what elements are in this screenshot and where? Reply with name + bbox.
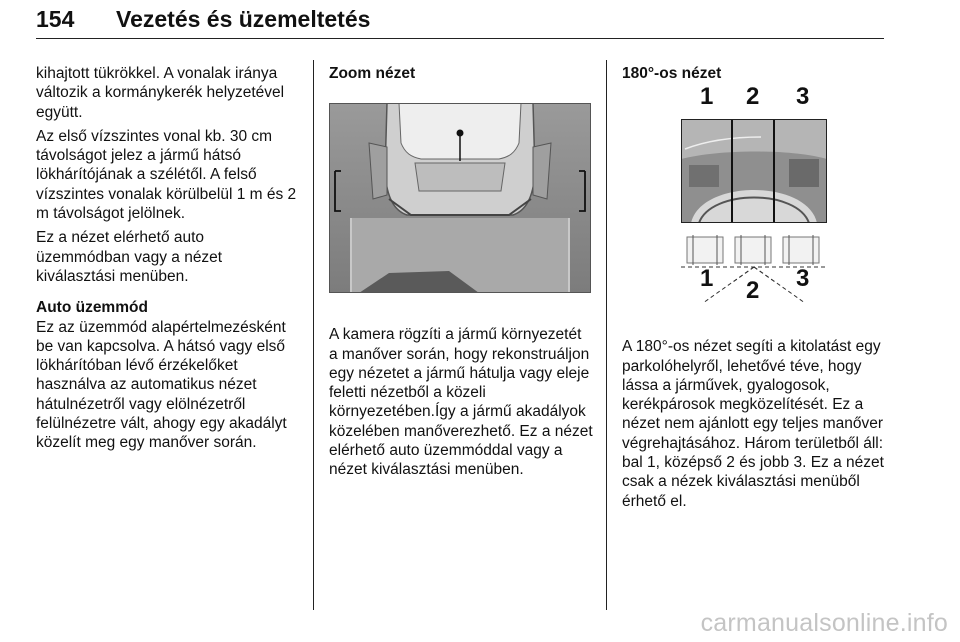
auto-mode-heading: Auto üzemmód	[36, 299, 148, 317]
fig-label-bottom-2: 2	[746, 277, 760, 305]
page-number: 154	[36, 6, 75, 32]
section-title: Vezetés és üzemeltetés	[116, 6, 371, 32]
column-divider-1	[313, 60, 314, 610]
col1-paragraph-4: Ez az üzemmód alapértelmezésként be van kapcsolva. A hátsó vagy első lökhárítóban lévő érzékelőket használva az automatikus nézet hátulnézetről vagy elölnézetről felülnézetre vált, ahogy egy akadályt közelít meg egy manőver során.	[36, 318, 287, 452]
column-2	[329, 64, 593, 485]
page-header	[36, 4, 884, 44]
watermark: carmanualsonline.info	[700, 609, 948, 637]
zoom-view-figure	[329, 103, 591, 293]
col1-paragraph-2: Az első vízszintes vonal kb. 30 cm távolságot jelez a jármű hátsó lökhárítójának a szélétől. A felső vízszintes vonalak körülbelül 1 m és 2 m távolságot jelölnek.	[36, 127, 297, 223]
column-divider-2	[606, 60, 607, 610]
180-view-heading: 180°-os nézet	[622, 65, 722, 82]
column-3	[622, 64, 890, 516]
col1-paragraph-1: kihajtott tükrökkel. A vonalak iránya változik a kormánykerék helyzetével együtt.	[36, 65, 285, 121]
fig-label-top-1: 1	[700, 83, 714, 111]
col1-paragraph-3: Ez a nézet elérhető auto üzemmódban vagy a nézet kiválasztási menüben.	[36, 229, 223, 285]
header-rule	[36, 38, 884, 39]
column-1	[36, 64, 302, 458]
180-view-figure	[622, 83, 890, 307]
col3-paragraph-1: A 180°-os nézet segíti a kitolatást egy parkolóhelyről, lehetővé téve, hogy lássa a járművek, gyalogosok, kerékpárosok megközelítését. Ez a nézet nem ajánlott egy teljes manőver végrehajtásához. Három területből áll: bal 1, középső 2 és jobb 3. Ez a nézet csak a nézek kiválasztási menüből érhető el.	[622, 338, 884, 510]
fig-label-bottom-3: 3	[796, 265, 810, 293]
fig-label-bottom-1: 1	[700, 265, 714, 293]
fig-label-top-3: 3	[796, 83, 810, 111]
zoom-view-heading: Zoom nézet	[329, 65, 416, 82]
fig-label-top-2: 2	[746, 83, 760, 111]
col2-paragraph-1: A kamera rögzíti a jármű környezetét a manőver során, hogy rekonstruáljon egy nézetet a jármű hátulja vagy eleje feletti nézetből a közeli környezetében.Így a jármű akadályok közelében manőverezhető. Ez a nézet elérhető auto üzemmóddal vagy a nézet kiválasztási menüben.	[329, 326, 593, 479]
camera-180-image	[681, 119, 827, 223]
